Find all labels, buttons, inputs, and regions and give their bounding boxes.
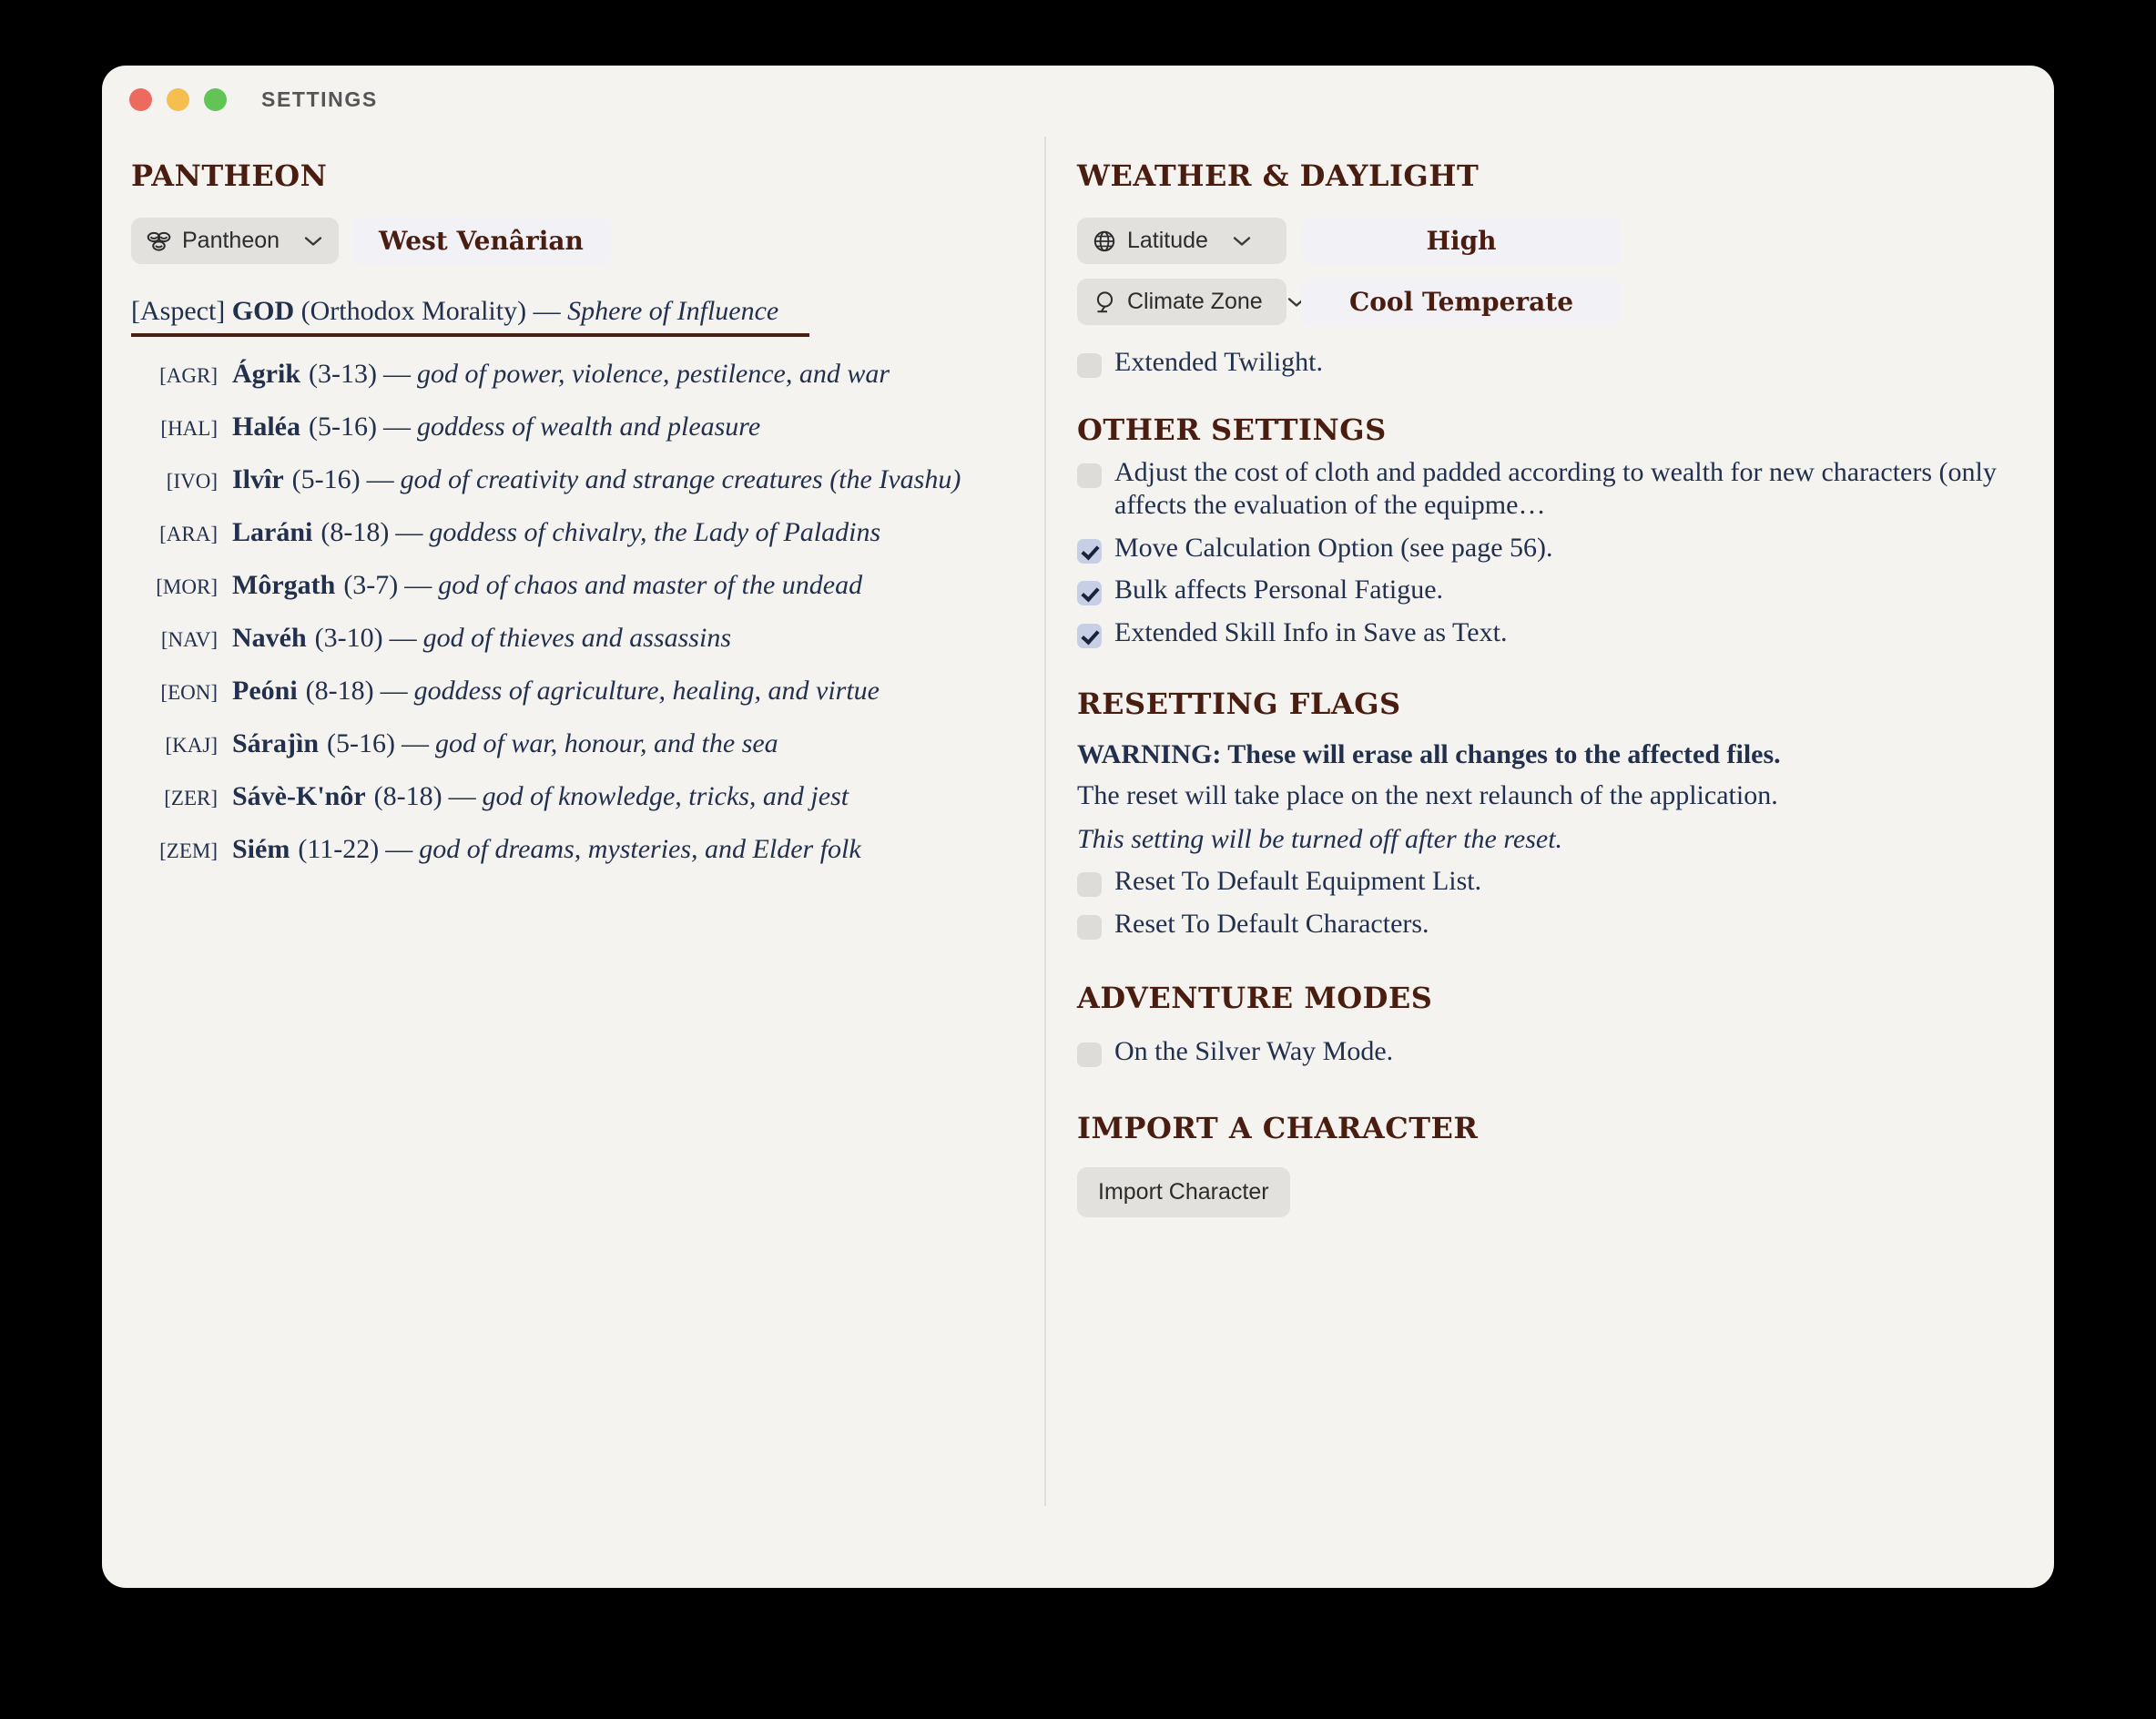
window-title: SETTINGS <box>261 86 378 111</box>
pantheon-dropdown[interactable] <box>131 218 339 264</box>
god-list-item[interactable] <box>131 359 1013 390</box>
god-range: (3-7) <box>343 570 399 600</box>
god-name: Siém <box>232 834 290 864</box>
god-list <box>131 359 1013 865</box>
god-aspect-code: [AGR] <box>159 364 218 387</box>
climate-zone-dropdown[interactable] <box>1077 279 1286 325</box>
weather-controls <box>1077 217 2018 326</box>
close-window-button[interactable] <box>129 88 152 111</box>
reset-flag-checkbox[interactable] <box>1077 872 1102 897</box>
adventure-mode-row <box>1077 1035 2018 1069</box>
pantheon-selected-value: West Venârian <box>351 217 611 265</box>
header-dash: — <box>533 296 561 326</box>
god-name: Haléa <box>232 412 300 442</box>
god-aspect-code: [IVO] <box>166 470 218 493</box>
god-aspect-code: [MOR] <box>156 575 218 598</box>
god-range: (3-10) <box>314 623 383 653</box>
header-morality: (Orthodox Morality) <box>300 296 527 326</box>
latitude-dropdown-label: Latitude <box>1127 228 1208 253</box>
god-sphere: goddess of agriculture, healing, and virtue <box>413 676 880 706</box>
globe-stand-icon <box>1093 290 1116 314</box>
chevron-down-icon <box>303 235 323 248</box>
god-dash: — <box>382 359 411 389</box>
reset-flag-label: Reset To Default Equipment List. <box>1114 866 1482 897</box>
god-range: (5-16) <box>327 728 395 758</box>
settings-window <box>102 66 2054 1588</box>
group-people-icon <box>147 230 171 252</box>
other-setting-row <box>1077 456 2018 523</box>
other-setting-row <box>1077 532 2018 565</box>
god-dash: — <box>404 570 432 600</box>
god-list-header <box>131 296 809 337</box>
settings-content <box>102 133 2054 1588</box>
god-aspect-code: [NAV] <box>160 628 218 651</box>
resetting-flags-title: RESETTING FLAGS <box>1077 686 1401 721</box>
reset-flag-checkbox[interactable] <box>1077 915 1102 940</box>
god-list-item[interactable] <box>131 623 1013 654</box>
adventure-modes-list <box>1077 1035 2018 1069</box>
zoom-window-button[interactable] <box>204 88 227 111</box>
pantheon-column <box>102 133 1044 1588</box>
god-list-item[interactable] <box>131 676 1013 707</box>
pantheon-dropdown-label: Pantheon <box>182 228 280 253</box>
god-sphere: god of creativity and strange creatures (the Ivashu) <box>400 464 961 494</box>
god-sphere: god of knowledge, tricks, and jest <box>482 781 849 811</box>
other-setting-label: Extended Skill Info in Save as Text. <box>1114 616 1508 647</box>
god-sphere: goddess of wealth and pleasure <box>416 412 761 442</box>
god-name: Peóni <box>232 676 298 706</box>
god-aspect-code: [EON] <box>160 681 218 704</box>
import-character-button[interactable]: Import Character <box>1077 1167 1290 1217</box>
god-range: (11-22) <box>298 834 380 864</box>
other-setting-row <box>1077 574 2018 607</box>
god-list-item[interactable] <box>131 728 1013 759</box>
god-dash: — <box>395 517 423 547</box>
reset-flag-list <box>1077 865 2018 941</box>
weather-section-title: WEATHER & DAYLIGHT <box>1077 158 1480 193</box>
god-sphere: god of chaos and master of the undead <box>438 570 863 600</box>
header-sphere: Sphere of Influence <box>567 296 779 326</box>
climate-zone-dropdown-label: Climate Zone <box>1127 289 1263 314</box>
reset-flag-row <box>1077 865 2018 899</box>
god-list-item[interactable] <box>131 834 1013 865</box>
extended-twilight-row <box>1077 346 2018 380</box>
other-setting-row <box>1077 616 2018 650</box>
pantheon-controls <box>131 217 1013 265</box>
latitude-dropdown[interactable] <box>1077 218 1286 264</box>
god-dash: — <box>448 781 476 811</box>
god-sphere: god of war, honour, and the sea <box>435 728 778 758</box>
adventure-mode-checkbox[interactable] <box>1077 1043 1102 1067</box>
god-dash: — <box>380 676 408 706</box>
god-list-item[interactable] <box>131 781 1013 812</box>
god-aspect-code: [ARA] <box>159 523 218 545</box>
reset-note-text: The reset will take place on the next relaunch of the application. <box>1077 780 1778 811</box>
other-setting-label: Move Calculation Option (see page 56). <box>1114 532 1553 563</box>
god-range: (3-13) <box>309 359 377 389</box>
god-sphere: god of thieves and assassins <box>422 623 731 653</box>
god-name: Laráni <box>232 517 313 547</box>
god-range: (8-18) <box>305 676 374 706</box>
god-name: Navéh <box>232 623 307 653</box>
god-aspect-code: [HAL] <box>160 417 218 440</box>
god-list-item[interactable] <box>131 464 1013 495</box>
god-dash: — <box>385 834 413 864</box>
god-dash: — <box>402 728 429 758</box>
god-name: Môrgath <box>232 570 336 600</box>
god-list-item[interactable] <box>131 412 1013 442</box>
climate-zone-value: Cool Temperate <box>1301 278 1622 326</box>
latitude-value: High <box>1301 217 1622 265</box>
god-name: Ilvîr <box>232 464 284 494</box>
header-aspect: [Aspect] <box>131 296 226 326</box>
god-dash: — <box>389 623 417 653</box>
god-list-item[interactable] <box>131 517 1013 548</box>
god-dash: — <box>366 464 394 494</box>
window-titlebar <box>102 66 2054 133</box>
climate-zone-row <box>1077 278 2018 326</box>
reset-warning-text: WARNING: These will erase all changes to the affected files. <box>1077 738 1781 769</box>
god-dash: — <box>382 412 411 442</box>
other-setting-label: Bulk affects Personal Fatigue. <box>1114 575 1444 605</box>
god-sphere: god of power, violence, pestilence, and war <box>416 359 890 389</box>
reset-italic-note: This setting will be turned off after the reset. <box>1077 823 1563 854</box>
god-list-item[interactable] <box>131 570 1013 601</box>
god-name: Ágrik <box>232 359 300 389</box>
other-setting-label: Adjust the cost of cloth and padded according to wealth for new characters (only affects the evaluation of the equipme… <box>1114 456 1997 521</box>
other-setting-checkbox[interactable] <box>1077 581 1102 605</box>
adventure-modes-title: ADVENTURE MODES <box>1077 981 1433 1016</box>
god-range: (8-18) <box>373 781 442 811</box>
reset-flag-label: Reset To Default Characters. <box>1114 908 1429 939</box>
import-character-title: IMPORT A CHARACTER <box>1077 1110 1479 1145</box>
other-setting-checkbox[interactable] <box>1077 539 1102 564</box>
globe-icon <box>1093 229 1116 253</box>
adventure-mode-label: On the Silver Way Mode. <box>1114 1036 1394 1067</box>
other-settings-list <box>1077 456 2018 650</box>
god-name: Sárajìn <box>232 728 320 758</box>
god-sphere: goddess of chivalry, the Lady of Paladins <box>429 517 881 547</box>
minimize-window-button[interactable] <box>167 88 189 111</box>
latitude-row <box>1077 217 2018 265</box>
other-setting-checkbox[interactable] <box>1077 624 1102 648</box>
extended-twilight-checkbox[interactable] <box>1077 353 1102 378</box>
reset-flag-row <box>1077 908 2018 941</box>
god-range: (5-16) <box>309 412 377 442</box>
god-range: (8-18) <box>320 517 390 547</box>
god-range: (5-16) <box>291 464 361 494</box>
god-aspect-code: [ZEM] <box>159 839 218 862</box>
god-aspect-code: [KAJ] <box>165 734 218 757</box>
extended-twilight-label: Extended Twilight. <box>1114 347 1323 377</box>
pantheon-section-title: PANTHEON <box>131 158 328 193</box>
god-name: Sávè-K'nôr <box>232 781 366 811</box>
god-sphere: god of dreams, mysteries, and Elder folk <box>419 834 861 864</box>
chevron-down-icon <box>1232 235 1252 248</box>
other-settings-title: OTHER SETTINGS <box>1077 412 1387 447</box>
header-god: GOD <box>231 296 295 326</box>
settings-column <box>1046 133 2054 1588</box>
god-aspect-code: [ZER] <box>164 787 218 809</box>
other-setting-checkbox[interactable] <box>1077 463 1102 488</box>
